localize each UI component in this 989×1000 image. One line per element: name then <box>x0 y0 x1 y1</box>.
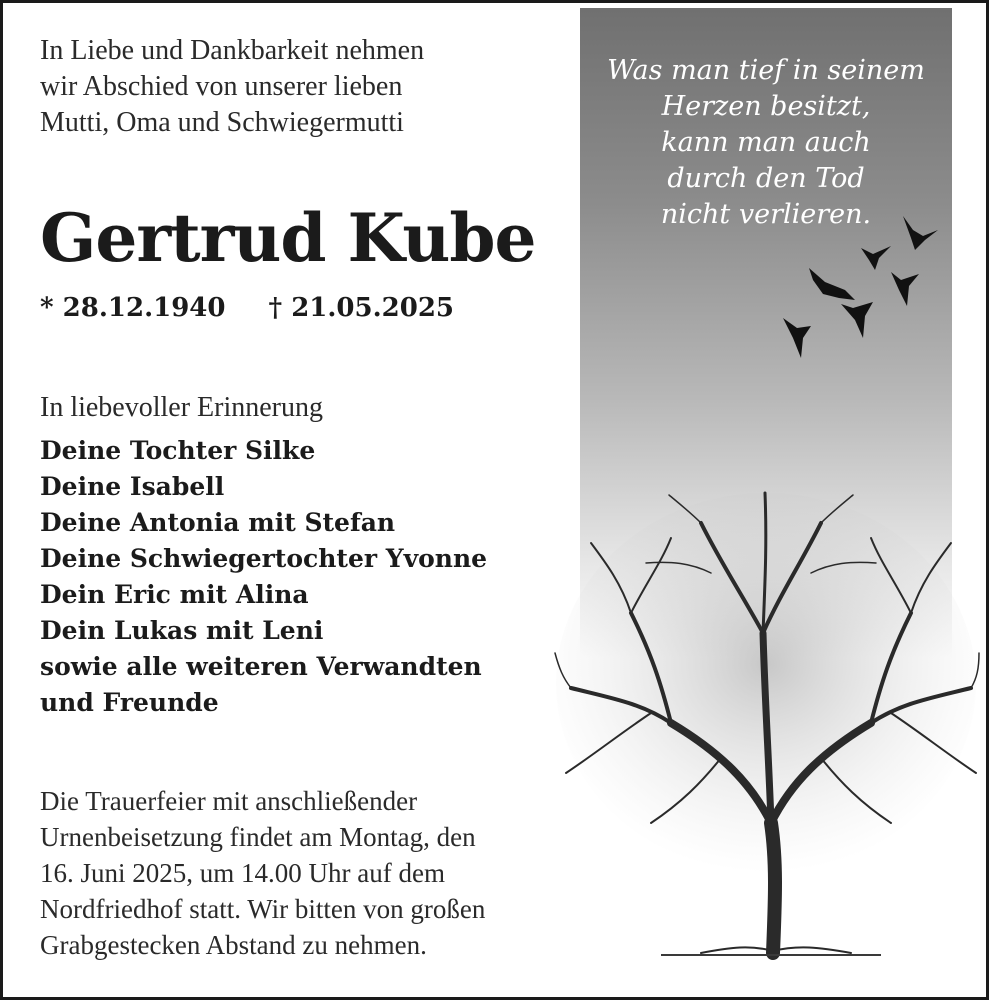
intro-text <box>40 33 560 141</box>
mourner-item: Deine Schwiegertochter Yvonne <box>40 544 488 573</box>
service-line: Die Trauerfeier mit anschließender <box>40 786 418 816</box>
bird-icon <box>783 318 811 358</box>
bird-icon <box>861 246 891 270</box>
service-line: Grabgestecken Abstand zu nehmen. <box>40 930 427 960</box>
quote-line: durch den Tod <box>667 163 865 194</box>
death-date: † 21.05.2025 <box>268 293 455 323</box>
service-line: Urnenbeisetzung findet am Montag, den <box>40 822 476 852</box>
quote-line: Herzen besitzt, <box>661 91 871 122</box>
mourners-list <box>40 433 560 721</box>
bird-icon <box>809 268 855 300</box>
bird-icon <box>903 216 938 250</box>
service-line: Nordfriedhof statt. Wir bitten von großen <box>40 894 486 924</box>
intro-line: Mutti, Oma und Schwiegermutti <box>40 107 404 138</box>
birth-date: * 28.12.1940 <box>40 293 226 323</box>
deceased-name: Gertrud Kube <box>40 199 536 277</box>
bird-icon <box>841 302 873 338</box>
birds-icon <box>773 208 953 368</box>
memory-label: In liebevoller Erinnerung <box>40 392 324 423</box>
quote-line: Was man tief in seinem <box>607 55 925 86</box>
mourner-item: Deine Tochter Silke <box>40 436 316 465</box>
mourner-item: sowie alle weiteren Verwandten <box>40 652 482 681</box>
service-info <box>40 783 580 963</box>
mourner-item: Deine Isabell <box>40 472 225 501</box>
quote-line: kann man auch <box>661 127 871 158</box>
life-dates <box>40 290 454 326</box>
mourner-item: und Freunde <box>40 688 219 717</box>
mourner-item: Dein Eric mit Alina <box>40 580 309 609</box>
mourner-item: Dein Lukas mit Leni <box>40 616 324 645</box>
intro-line: In Liebe und Dankbarkeit nehmen <box>40 35 425 66</box>
service-line: 16. Juni 2025, um 14.00 Uhr auf dem <box>40 858 445 888</box>
tree-icon <box>551 483 981 963</box>
quote-line: nicht verlieren. <box>660 199 872 230</box>
intro-line: wir Abschied von unserer lieben <box>40 71 403 102</box>
bird-icon <box>891 272 919 306</box>
mourner-item: Deine Antonia mit Stefan <box>40 508 396 537</box>
quote-text <box>590 53 942 233</box>
